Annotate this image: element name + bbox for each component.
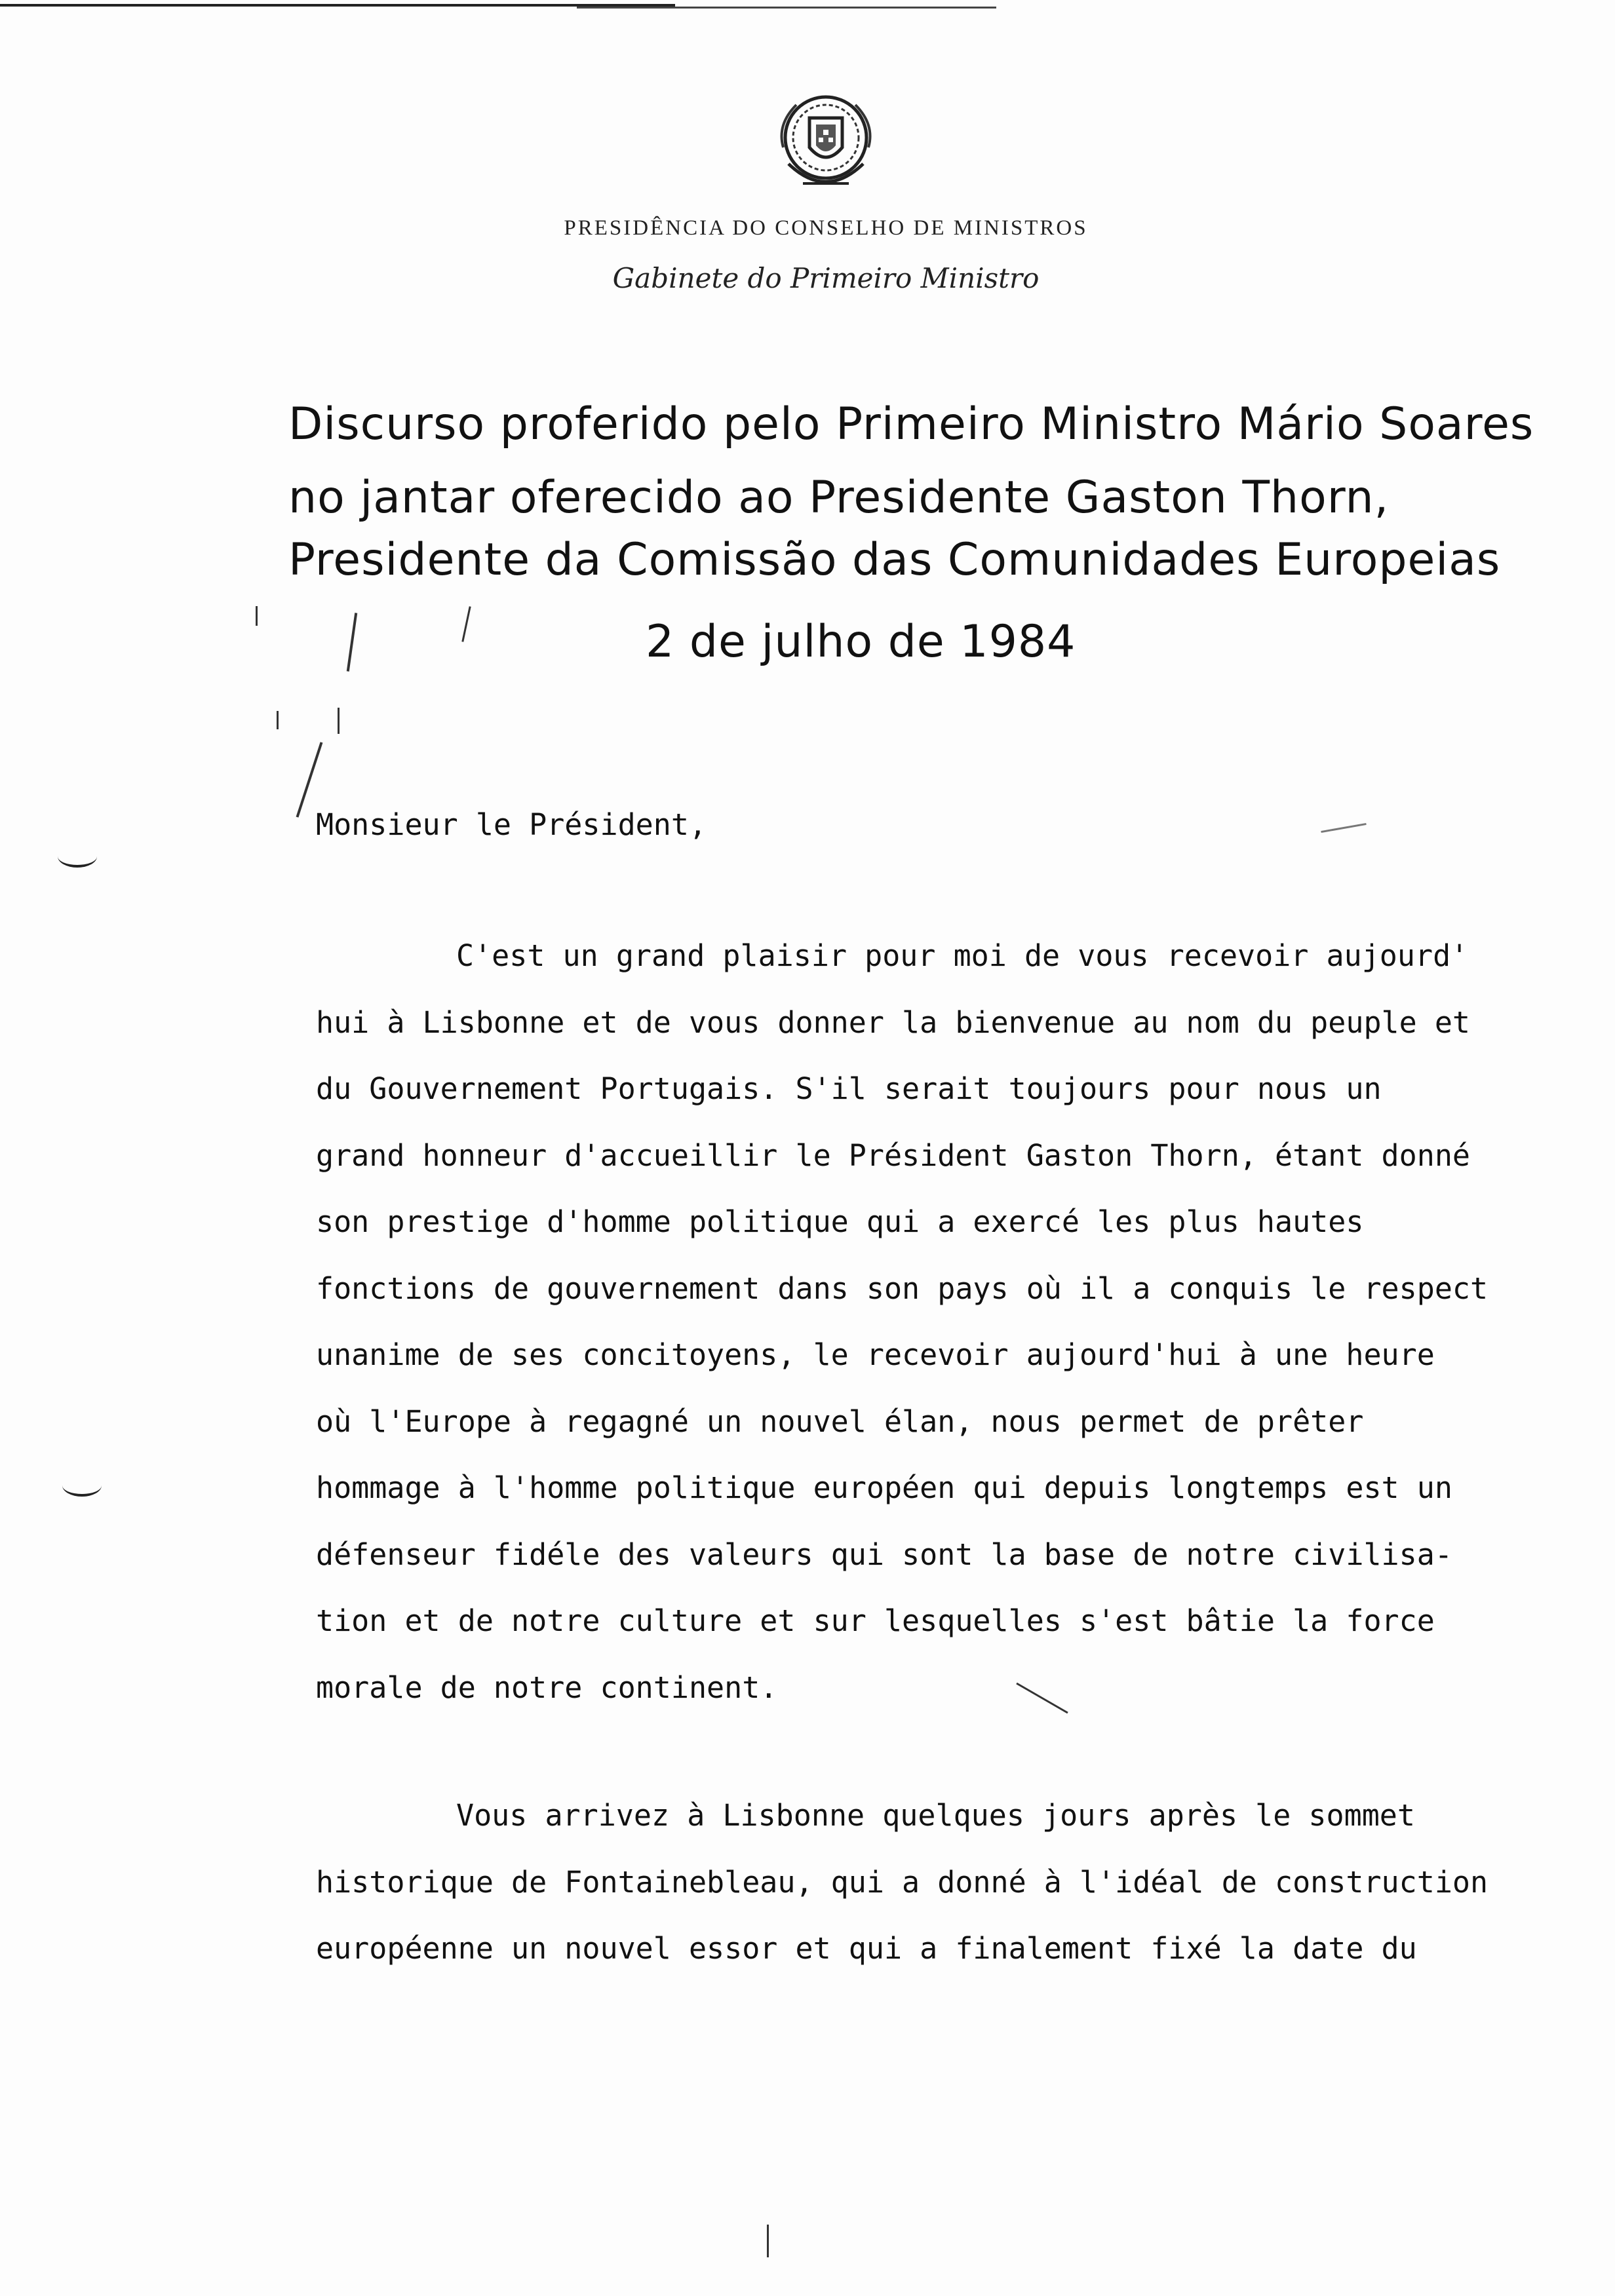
heading-line-2: no jantar oferecido ao Presidente Gaston Thorn,: [288, 472, 1390, 524]
paragraph-line: morale de notre continent.: [316, 1670, 778, 1705]
paragraph-line: européenne un nouvel essor et qui a finalement fixé la date du: [316, 1931, 1417, 1966]
scan-mark: [1321, 823, 1366, 833]
paragraph-line: grand honneur d'accueillir le Président Gaston Thorn, étant donné: [316, 1138, 1470, 1173]
paragraph-line: fonctions de gouvernement dans son pays où il a conquis le respect: [316, 1271, 1489, 1306]
coat-of-arms-icon: [764, 85, 888, 206]
paragraph-line: unanime de ses concitoyens, le recevoir aujourd'hui à une heure: [316, 1337, 1435, 1372]
heading-line-1: Discurso proferido pelo Primeiro Ministro Mário Soares: [288, 398, 1534, 450]
scan-mark: [347, 613, 357, 672]
paragraph-line: C'est un grand plaisir pour moi de vous recevoir aujourd': [456, 938, 1469, 973]
paragraph-line: du Gouvernement Portugais. S'il serait toujours pour nous un: [316, 1071, 1382, 1106]
salutation: Monsieur le Président,: [316, 807, 707, 842]
paragraph-line: Vous arrivez à Lisbonne quelques jours après le sommet: [456, 1798, 1415, 1833]
paragraph-line: défenseur fidéle des valeurs qui sont la base de notre civilisa-: [316, 1537, 1452, 1572]
office-name: Gabinete do Primeiro Ministro: [612, 262, 1040, 294]
heading-line-3: Presidente da Comissão das Comunidades Europeias: [288, 534, 1501, 586]
paragraph-line: hommage à l'homme politique européen qui depuis longtemps est un: [316, 1470, 1452, 1505]
institution-name: PRESIDÊNCIA DO CONSELHO DE MINISTROS: [564, 216, 1088, 240]
scan-curve-mark: [58, 845, 97, 868]
scan-mark: [277, 711, 279, 729]
paragraph-line: tion et de notre culture et sur lesquelles s'est bâtie la force: [316, 1603, 1435, 1638]
scan-mark: [296, 742, 323, 817]
paragraph-line: où l'Europe à regagné un nouvel élan, nous permet de prêter: [316, 1404, 1364, 1439]
paragraph-line: historique de Fontainebleau, qui a donné à l'idéal de construction: [316, 1864, 1489, 1900]
heading-date: 2 de julho de 1984: [646, 616, 1076, 668]
scan-top-border: [0, 4, 675, 7]
scan-mark: [767, 2225, 769, 2257]
paragraph-line: hui à Lisbonne et de vous donner la bienvenue au nom du peuple et: [316, 1004, 1470, 1040]
scan-mark: [256, 606, 258, 626]
paragraph-2: [316, 1782, 1615, 1982]
scan-curve-mark: [62, 1474, 102, 1497]
paragraph-1: [316, 923, 1615, 1721]
scan-mark: [461, 606, 471, 641]
scan-top-border-secondary: [577, 7, 996, 9]
paragraph-line: son prestige d'homme politique qui a exercé les plus hautes: [316, 1204, 1364, 1239]
scan-mark: [338, 708, 340, 734]
